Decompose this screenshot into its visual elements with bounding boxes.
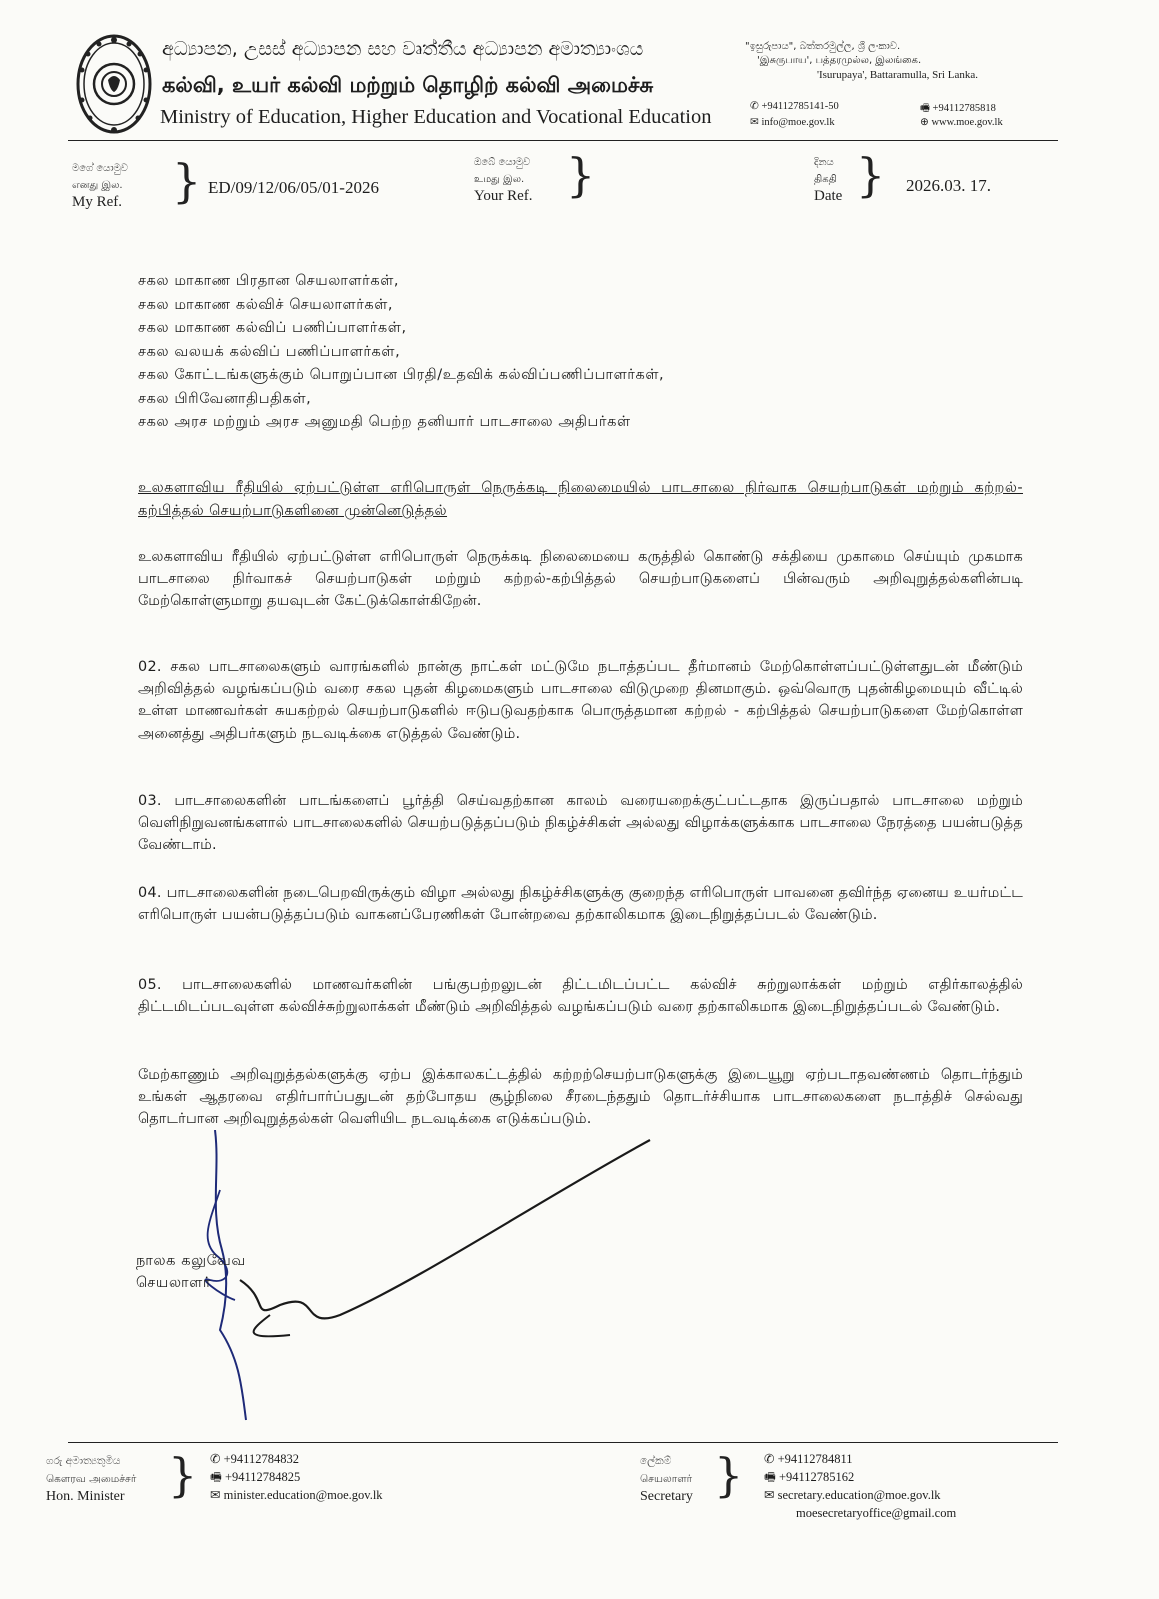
minister-phone: +94112784832 xyxy=(223,1452,299,1466)
fax-number: +94112785818 xyxy=(932,103,996,114)
your-ref-brace: } xyxy=(566,148,596,202)
addressee-line: சகல பிரிவேனாதிபதிகள், xyxy=(138,390,312,407)
ministry-emblem-icon xyxy=(74,30,154,138)
fax-icon: 🖷 xyxy=(920,103,933,114)
email-icon: ✉ xyxy=(764,1488,778,1502)
your-ref-label-si: ඔබේ යොමුව xyxy=(474,157,531,168)
paragraph-05: 05. பாடசாலைகளில் மாணவர்களின் பங்குபற்றலுடன் திட்டமிடப்பட்ட கல்விச் சுற்றுலாக்கள் மற்றும் எதிர்காலத்தில் திட்டமிடப்படவுள்ள கல்விச்சுற்றுலாக்கள் மீண்டும் அறிவித்தல் வழங்கப்படும் வரை தற்காலிகமாக இடைநிறுத்தப்படல் வேண்டும். xyxy=(138,977,1023,1016)
footer-minister-label xyxy=(46,1452,136,1506)
signatory-title: செயலாளர் xyxy=(136,1275,212,1291)
signatory-name: நாலக கலுவேவ xyxy=(136,1253,246,1269)
fax-icon: 🖷 xyxy=(210,1470,225,1484)
date-brace: } xyxy=(856,148,886,202)
addressee-line: சகல அரச மற்றும் அரச அனுமதி பெற்ற தனியார் பாடசாலை அதிபர்கள் xyxy=(138,414,631,430)
secretary-email: secretary.education@moe.gov.lk xyxy=(777,1488,941,1502)
phone-icon: ✆ xyxy=(764,1452,778,1466)
secretary-email2-row xyxy=(764,1504,956,1522)
minister-email: minister.education@moe.gov.lk xyxy=(223,1488,383,1502)
minister-fax: +94112784825 xyxy=(224,1470,301,1484)
email-icon: ✉ xyxy=(210,1488,224,1502)
letterhead-web xyxy=(920,116,1003,128)
addressee-list xyxy=(138,270,664,435)
minister-label-si: ගරු අමාත්‍යතුමිය xyxy=(46,1455,121,1467)
secretary-label-si: ලේකම් xyxy=(640,1455,672,1467)
secretary-fax-row xyxy=(764,1468,956,1486)
my-ref-label-ta: எனது இல. xyxy=(72,180,123,191)
paragraph-intro: உலகளாவிய ரீதியில் ஏற்பட்டுள்ள எரிபொருள் நெருக்கடி நிலைமையை கருத்தில் கொண்டு சக்தியை முகாமை செய்யும் முகமாக பாடசாலை நிர்வாகச் செயற்பாடுகள் மற்றும் கற்றல்-கற்பித்தல் செயற்பாடுகளைப் பின்வரும் அறிவுறுத்தல்களின்படி மேற்கொள்ளுமாறு தயவுடன் கேட்டுக்கொள்கிறேன். xyxy=(138,549,1023,610)
letterhead-email xyxy=(750,116,835,128)
signature-image xyxy=(180,1130,680,1430)
fax-icon: 🖷 xyxy=(764,1470,779,1484)
paragraph-04: 04. பாடசாலைகளின் நடைபெறவிருக்கும் விழா அல்லது நிகழ்ச்சிகளுக்கு குறைந்த எரிபொருள் பாவனை தவிர்ந்த ஏனைய உயர்மட்ட எரிபொருள் பயன்படுத்தப்படும் வாகனப்பேரணிகள் போன்றவை தற்காலிகமாக இடைநிறுத்தப்படல் வேண்டும். xyxy=(138,885,1023,924)
letterhead-address xyxy=(745,40,1040,82)
address-tamil: 'இசுருபாய', பத்தரமுல்ல, இலங்கை. xyxy=(757,55,922,66)
date-label-ta: திகதி xyxy=(814,174,837,185)
secretary-fax: +94112785162 xyxy=(778,1470,855,1484)
addressee-line: சகல மாகாண பிரதான செயலாளர்கள், xyxy=(138,273,400,289)
date-label xyxy=(814,154,842,205)
your-ref-label-en: Your Ref. xyxy=(474,188,533,204)
addressee-line: சகல வலயக் கல்விப் பணிப்பாளர்கள், xyxy=(138,343,401,360)
addressee-line: சகல கோட்டங்களுக்கும் பொறுப்பான பிரதி/உதவிக் கல்விப்பணிப்பாளர்கள், xyxy=(138,367,665,383)
secretary-label-en: Secretary xyxy=(640,1489,693,1504)
minister-email-row xyxy=(210,1486,383,1504)
email-address: info@moe.gov.lk xyxy=(761,117,835,128)
web-address: www.moe.gov.lk xyxy=(931,117,1003,128)
signatory-block xyxy=(136,1250,246,1294)
my-ref-label-en: My Ref. xyxy=(72,194,122,210)
footer-secretary-label xyxy=(640,1452,693,1506)
phone-icon: ✆ xyxy=(210,1452,224,1466)
secretary-label-ta: செயலாளர் xyxy=(640,1473,693,1485)
my-ref-label-si: මගේ යොමුව xyxy=(72,163,128,174)
phone-number: +94112785141-50 xyxy=(761,101,839,112)
my-ref-label xyxy=(72,160,128,211)
letterhead-tamil-title: கல்வி, உயர் கல்வி மற்றும் தொழிற் கல்வி அமைச்சு xyxy=(162,73,654,97)
phone-icon: ✆ xyxy=(750,101,762,112)
email-icon: ✉ xyxy=(750,117,762,128)
my-ref-brace: } xyxy=(172,154,202,208)
minister-fax-row xyxy=(210,1468,383,1486)
paragraph-02: 02. சகல பாடசாலைகளும் வாரங்களில் நான்கு நாட்கள் மட்டுமே நடாத்தப்பட தீர்மானம் மேற்கொள்ளப்பட்டுள்ளதுடன் மீண்டும் அறிவித்தல் வழங்கப்படும் வரை சகல புதன் கிழமைகளும் பாடசாலை விடுமுறை தினமாகும். ஒவ்வொரு புதன்கிழமையும் வீட்டில் உள்ள மாணவர்கள் சுயகற்றல் செயற்பாடுகளில் ஈடுபடுவதற்காக பொருத்தமான கற்றல் - கற்பித்தல் செயற்பாடுகளை மேற்கொள்ள அனைத்து அதிபர்களும் நடவடிக்கை எடுத்தல் வேண்டும். xyxy=(138,659,1023,742)
footer-divider xyxy=(68,1442,1058,1443)
minister-brace: } xyxy=(168,1448,198,1502)
letterhead-english-title: Ministry of Education, Higher Education and Vocational Education xyxy=(160,106,712,128)
paragraph-03: 03. பாடசாலைகளின் பாடங்களைப் பூர்த்தி செய்வதற்கான காலம் வரையறைக்குட்பட்டதாக இருப்பதால் பாடசாலை மற்றும் வெளிநிறுவனங்களால் பாடசாலைகளில் செயற்படுத்தப்படும் நிகழ்ச்சிகள் அல்லது விழாக்களுக்காக பாடசாலை நேரத்தை பயன்படுத்த வேண்டாம். xyxy=(138,793,1023,854)
my-ref-value: ED/09/12/06/05/01-2026 xyxy=(208,178,379,197)
letter-subject: உலகளாவிய ரீதியில் ஏற்பட்டுள்ள எரிபொருள் நெருக்கடி நிலைமையில் பாடசாலை நிர்வாக செயற்பாடுகள் மற்றும் கற்றல்- கற்பித்தல் செயற்பாடுகளினை முன்னெடுத்தல் xyxy=(138,479,1023,519)
your-ref-label xyxy=(474,154,532,205)
minister-phone-row xyxy=(210,1450,383,1468)
address-sinhala: "ඉසුරුපාය", බත්තරමුල්ල, ශ්‍රී ලංකාව. xyxy=(745,41,901,52)
minister-label-en: Hon. Minister xyxy=(46,1489,125,1504)
minister-label-ta: கௌரவ அமைச்சர் xyxy=(46,1473,137,1485)
letterhead-sinhala-title: අධ්‍යාපන, උසස් අධ්‍යාපන සහ වෘත්තීය අධ්‍යාපන අමාත්‍යාංශය xyxy=(162,38,644,60)
date-label-si: දිනය xyxy=(814,157,834,168)
secretary-phone-row xyxy=(764,1450,956,1468)
paragraph-closing: மேற்காணும் அறிவுறுத்தல்களுக்கு ஏற்ப இக்காலகட்டத்தில் கற்றற்செயற்பாடுகளுக்கு இடையூறு ஏற்படாதவண்ணம் தொடர்ந்தும் உங்கள் ஆதரவை எதிர்பார்ப்பதுடன் தற்போதய சூழ்நிலை சீரடைந்ததும் தொடர்ச்சியாக பாடசாலைகளை நடாத்திச் செல்வது தொடர்பான அறிவுறுத்தல்கள் வெளியிட நடவடிக்கை எடுக்கப்படும். xyxy=(138,1067,1023,1128)
letterhead-phone xyxy=(750,100,839,112)
date-value: 2026.03. 17. xyxy=(906,176,991,195)
secretary-email-2: moesecretaryoffice@gmail.com xyxy=(796,1506,957,1520)
addressee-line: சகல மாகாண கல்விச் செயலாளர்கள், xyxy=(138,296,394,313)
secretary-phone: +94112784811 xyxy=(777,1452,853,1466)
footer-minister-contact xyxy=(210,1450,383,1504)
web-icon: ⊕ xyxy=(920,117,932,128)
footer-secretary-contact xyxy=(764,1450,956,1522)
header-divider xyxy=(68,140,1058,141)
secretary-brace: } xyxy=(714,1448,744,1502)
address-english: 'Isurupaya', Battaramulla, Sri Lanka. xyxy=(817,69,978,81)
addressee-line: சகல மாகாண கல்விப் பணிப்பாளர்கள், xyxy=(138,320,407,336)
your-ref-label-ta: உமது இல. xyxy=(474,174,525,185)
date-label-en: Date xyxy=(814,188,843,204)
secretary-email-row xyxy=(764,1486,956,1504)
